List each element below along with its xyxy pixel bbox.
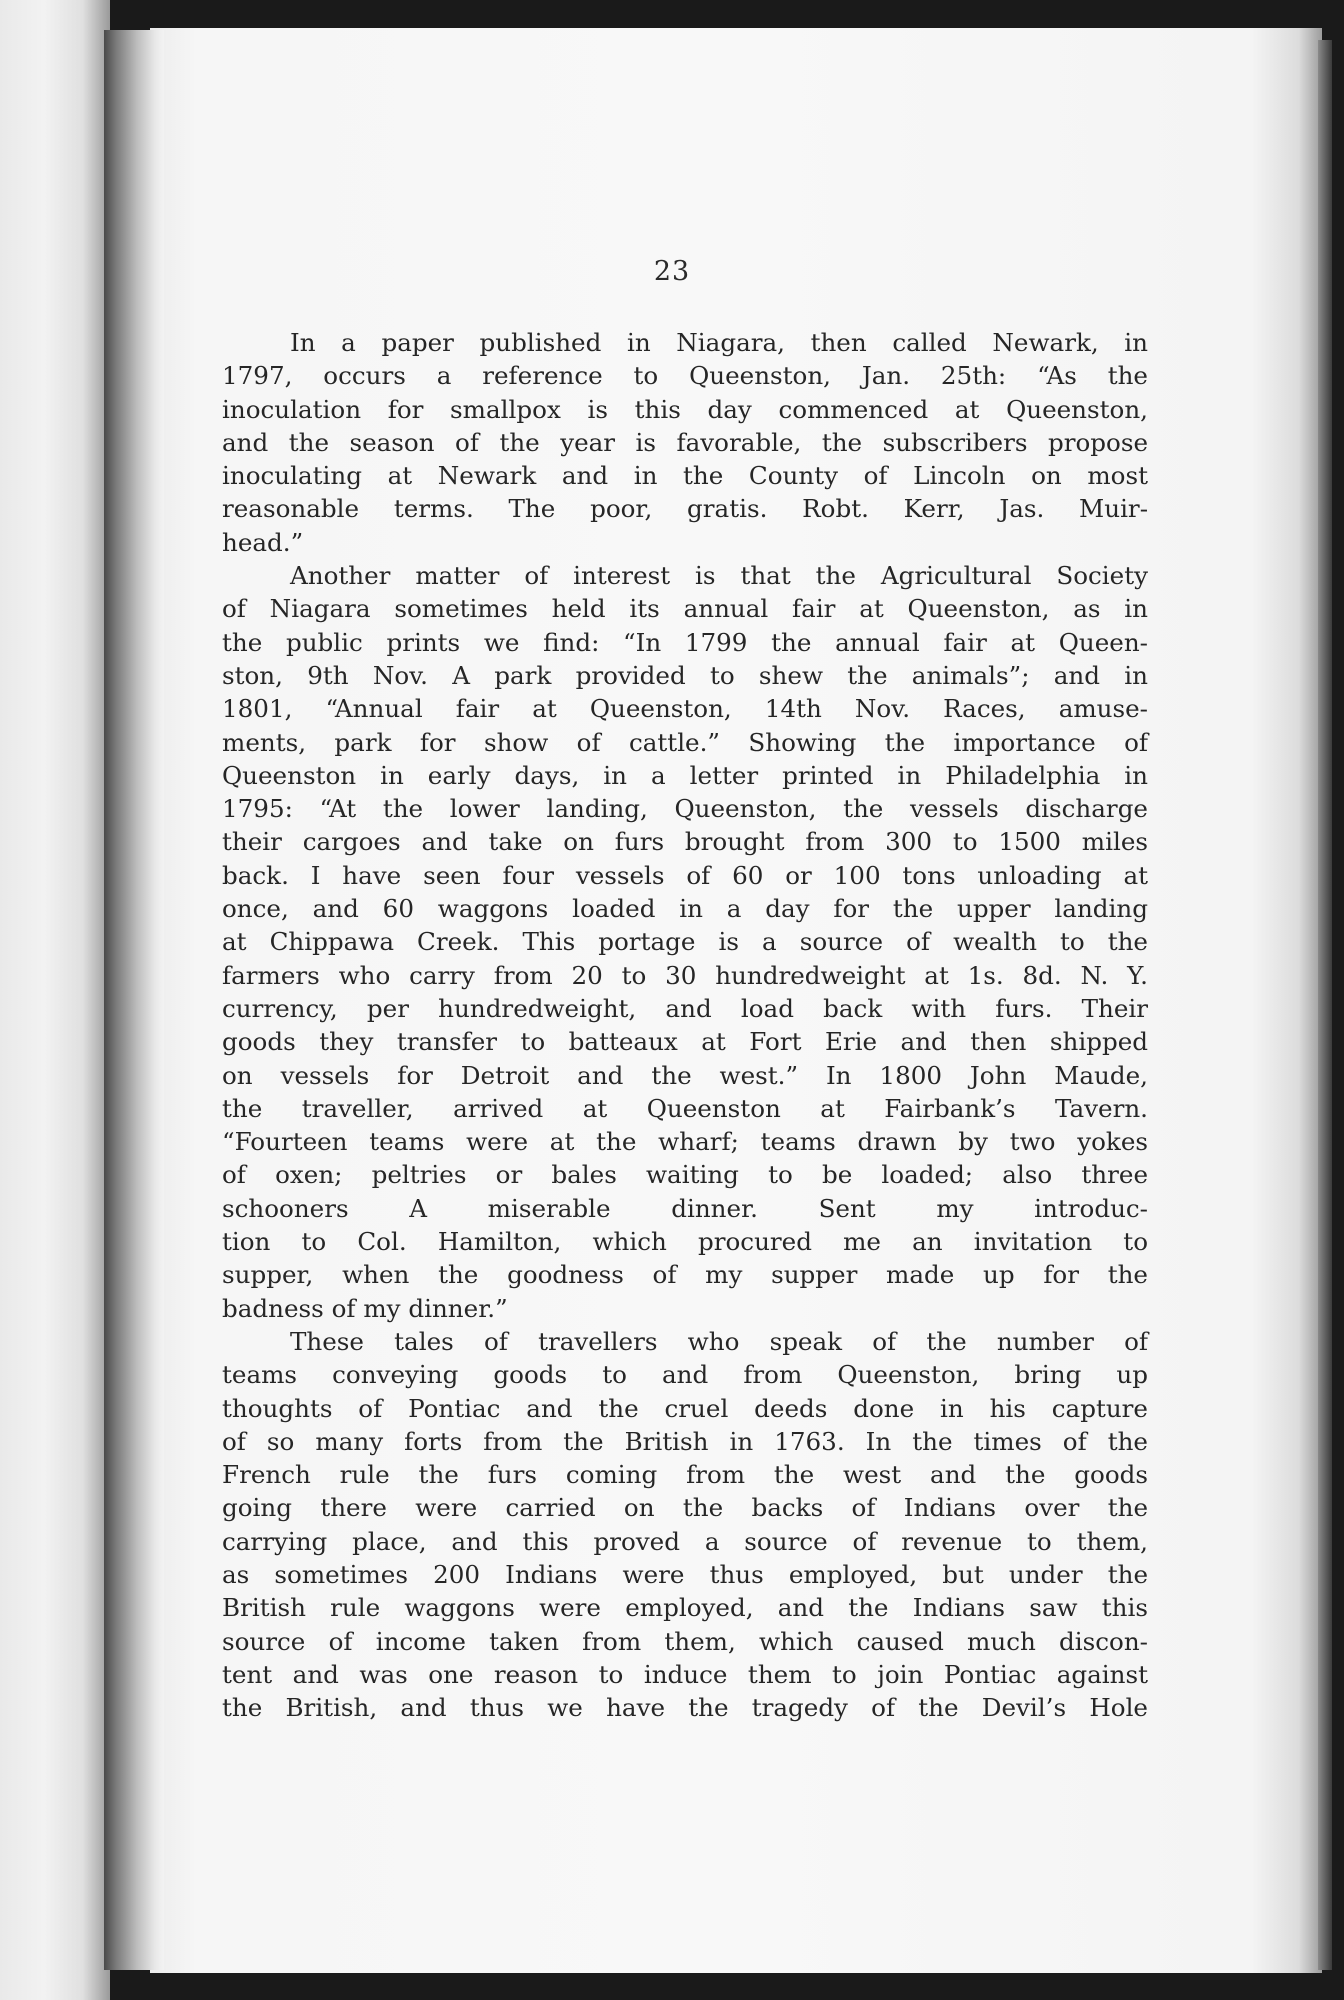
text-line: These tales of travellers who speak of the number of (290, 1326, 1148, 1356)
paragraph-1 (222, 326, 1148, 559)
text-line: French rule the furs coming from the west and the goods (222, 1460, 1148, 1490)
text-line: at Chippawa Creek. This portage is a source of wealth to the (222, 927, 1148, 957)
binding-gutter (104, 30, 164, 1970)
text-line: inoculation for smallpox is this day commenced at Queenston, (222, 394, 1148, 424)
text-line: back. I have seen four vessels of 60 or 100 tons unloading at (222, 860, 1148, 890)
paragraph-3 (222, 1325, 1148, 1725)
paragraph-2 (222, 559, 1148, 1325)
text-line: tion to Col. Hamilton, which procured me an invitation to (222, 1227, 1148, 1257)
text-line: currency, per hundredweight, and load back with furs. Their (222, 993, 1148, 1023)
text-line: carrying place, and this proved a source of revenue to them, (222, 1526, 1148, 1556)
text-line: Another matter of interest is that the Agricultural Society (290, 561, 1148, 591)
text-line: the British, and thus we have the tragedy of the Devil’s Hole (222, 1693, 1148, 1723)
text-line: of so many forts from the British in 1763. In the times of the (222, 1426, 1148, 1456)
text-line: ston, 9th Nov. A park provided to shew the animals”; and in (222, 660, 1148, 690)
text-line: teams conveying goods to and from Queenston, bring up (222, 1360, 1148, 1390)
text-line: supper, when the goodness of my supper made up for the (222, 1260, 1148, 1290)
page-number: 23 (653, 256, 691, 287)
text-line: “Fourteen teams were at the wharf; teams drawn by two yokes (222, 1127, 1148, 1157)
page-right-edge-shadow (1318, 40, 1332, 1970)
text-line: inoculating at Newark and in the County of Lincoln on most (222, 461, 1148, 491)
text-line: In a paper published in Niagara, then called Newark, in (290, 328, 1148, 357)
text-line: head.” (222, 527, 304, 557)
text-line: going there were carried on the backs of Indians over the (222, 1493, 1148, 1523)
text-line: on vessels for Detroit and the west.” In 1800 John Maude, (222, 1060, 1148, 1090)
text-line: reasonable terms. The poor, gratis. Robt. Kerr, Jas. Muir- (222, 494, 1148, 524)
text-line: the public prints we find: “In 1799 the annual fair at Queen- (222, 627, 1148, 657)
text-line: Queenston in early days, in a letter printed in Philadelphia in (222, 760, 1148, 790)
text-line: 1795: “At the lower landing, Queenston, the vessels discharge (222, 794, 1148, 824)
text-line: the traveller, arrived at Queenston at Fairbank’s Tavern. (222, 1093, 1148, 1123)
text-line: once, and 60 waggons loaded in a day for the upper landing (222, 894, 1148, 924)
text-line: thoughts of Pontiac and the cruel deeds done in his capture (222, 1393, 1148, 1423)
text-line: as sometimes 200 Indians were thus employed, but under the (222, 1559, 1148, 1589)
text-line: 1797, occurs a reference to Queenston, Jan. 25th: “As the (222, 361, 1148, 391)
text-line: badness of my dinner.” (222, 1293, 508, 1323)
text-line: of Niagara sometimes held its annual fair at Queenston, as in (222, 594, 1148, 624)
text-line: goods they transfer to batteaux at Fort Erie and then shipped (222, 1027, 1148, 1057)
body-text (222, 326, 1148, 1724)
text-line: 1801, “Annual fair at Queenston, 14th Nov. Races, amuse- (222, 694, 1148, 724)
facing-page-edge (0, 0, 110, 2000)
text-line: source of income taken from them, which caused much discon- (222, 1626, 1148, 1656)
text-line: British rule waggons were employed, and the Indians saw this (222, 1593, 1148, 1623)
text-line: their cargoes and take on furs brought from 300 to 1500 miles (222, 827, 1148, 857)
text-line: of oxen; peltries or bales waiting to be loaded; also three (222, 1160, 1148, 1190)
text-line: farmers who carry from 20 to 30 hundredweight at 1s. 8d. N. Y. (222, 960, 1148, 990)
text-line: and the season of the year is favorable, the subscribers propose (222, 427, 1148, 457)
text-line: tent and was one reason to induce them to join Pontiac against (222, 1659, 1148, 1689)
text-line: schooners A miserable dinner. Sent my introduc- (222, 1193, 1148, 1223)
text-line: ments, park for show of cattle.” Showing the importance of (222, 727, 1148, 757)
